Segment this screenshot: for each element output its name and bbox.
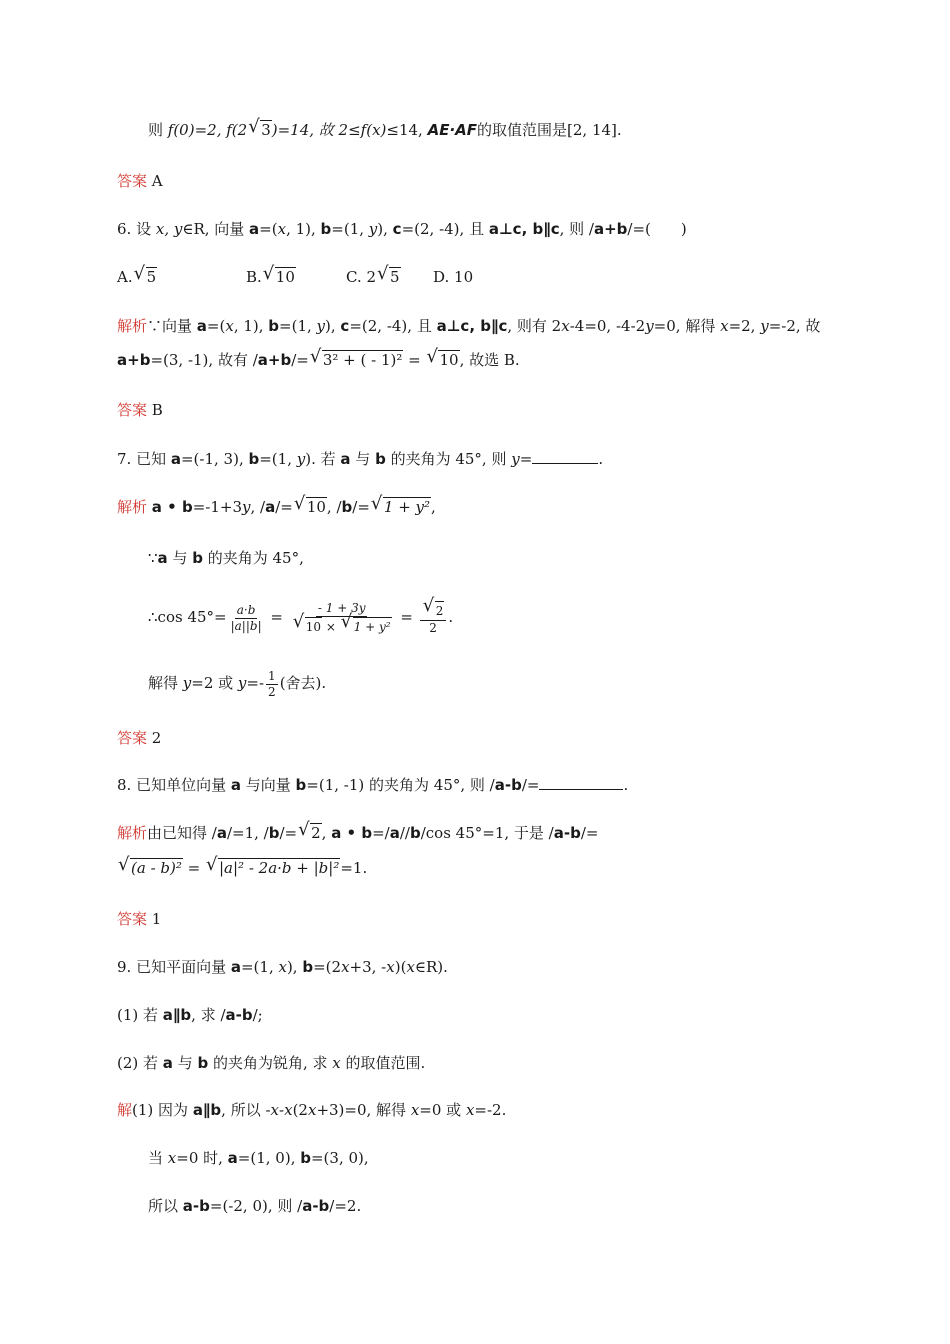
math: )=14, 故 2≤ [271,121,361,139]
fraction: √ $\frac{2}{2}$ [420,601,447,636]
option-a: A.√ 5 [117,267,157,287]
question-6: 6. 设 x, y∈R, 向量 a=(x, 1), b=(1, y), c=(2, -4), 且 a⊥c, b∥c, 则 /a+b/=( ) [117,220,687,238]
analysis-8-line-1: 解析由已知得 /a/=1, /b/=√ 2, a • b=/a//b/cos 45°=1, 于是 /a-b/= [117,823,598,843]
answer-label: 答案 [117,172,148,190]
answer-8: 答案 1 [117,910,162,928]
sqrt: √ 3 [249,120,272,140]
question-7: 7. 已知 a=(-1, 3), b=(1, y). 若 a 与 b 的夹角为 45°, 则 y= . [117,450,604,468]
answer-value: A [147,172,163,190]
solution-9-line-3: 所以 a-b=(-2, 0), 则 /a-b/=2. [148,1197,362,1215]
analysis-7-line-1: 解析 a • b=-1+3y, /a/=√ 10, /b/=√ 1 + y², [117,497,436,517]
answer-blank [532,449,598,464]
analysis-6-line-1: 解析∵向量 a=(x, 1), b=(1, y), c=(2, -4), 且 a⊥c, b∥c, 则有 2x-4=0, -4-2y=0, 解得 x=2, y=-2, 故 [117,317,821,335]
answer-blank [539,775,623,790]
math: f(x) [360,121,387,139]
solution-9-line-2: 当 x=0 时, a=(1, 0), b=(3, 0), [148,1149,369,1167]
answer-5 [117,171,163,191]
option-d: D. 10 [433,268,474,286]
question-9: 9. 已知平面向量 a=(1, x), b=(2x+3, -x)(x∈R). [117,958,448,976]
analysis-7-line-4: 解得 y=2 或 y=- $\frac{1}{2}$ (舍去). [148,668,327,699]
vector-product: AE·AF [427,121,478,139]
analysis-7-line-2: ∵a 与 b 的夹角为 45°, [148,549,304,567]
text: 则 [148,121,168,139]
option-b: B.√ 10 [246,267,296,287]
option-c: C. 2√ 5 [346,267,401,287]
analysis-7-line-3: ∴cos 45°= $\frac{a\cdot b}{|a||b|}$ = - 1 + 3y √ 10 × √ 1 + y² = √ $\frac{2}{2}$ . [148,600,453,636]
fraction: $\frac{1}{2}$ [268,668,276,699]
fraction: - 1 + 3y √ 10 × √ 1 + y² [290,601,394,636]
text-line-range [148,120,622,140]
question-8: 8. 已知单位向量 a 与向量 b=(1, -1) 的夹角为 45°, 则 /a-b/= . [117,776,629,794]
text: 的取值范围是[2, 14]. [477,121,622,139]
answer-7: 答案 2 [117,729,162,747]
question-9-part-2: (2) 若 a 与 b 的夹角为锐角, 求 x 的取值范围. [117,1054,426,1072]
analysis-8-line-2: √ (a - b)² = √ |a|² - 2a·b + |b|²=1. [117,858,367,878]
solution-9-line-1: 解(1) 因为 a∥b, 所以 -x-x(2x+3)=0, 解得 x=0 或 x=-2. [117,1101,507,1119]
text: ≤14, [386,121,428,139]
question-9-part-1: (1) 若 a∥b, 求 /a-b/; [117,1006,263,1024]
math: f(0)=2, f(2 [167,121,248,139]
answer-6: 答案 B [117,401,163,419]
fraction: $\frac{a\cdot b}{|a||b|}$ [230,602,262,633]
analysis-6-line-2: a+b=(3, -1), 故有 /a+b/=√ 3² + ( - 1)² = √ 10, 故选 B. [117,350,520,370]
